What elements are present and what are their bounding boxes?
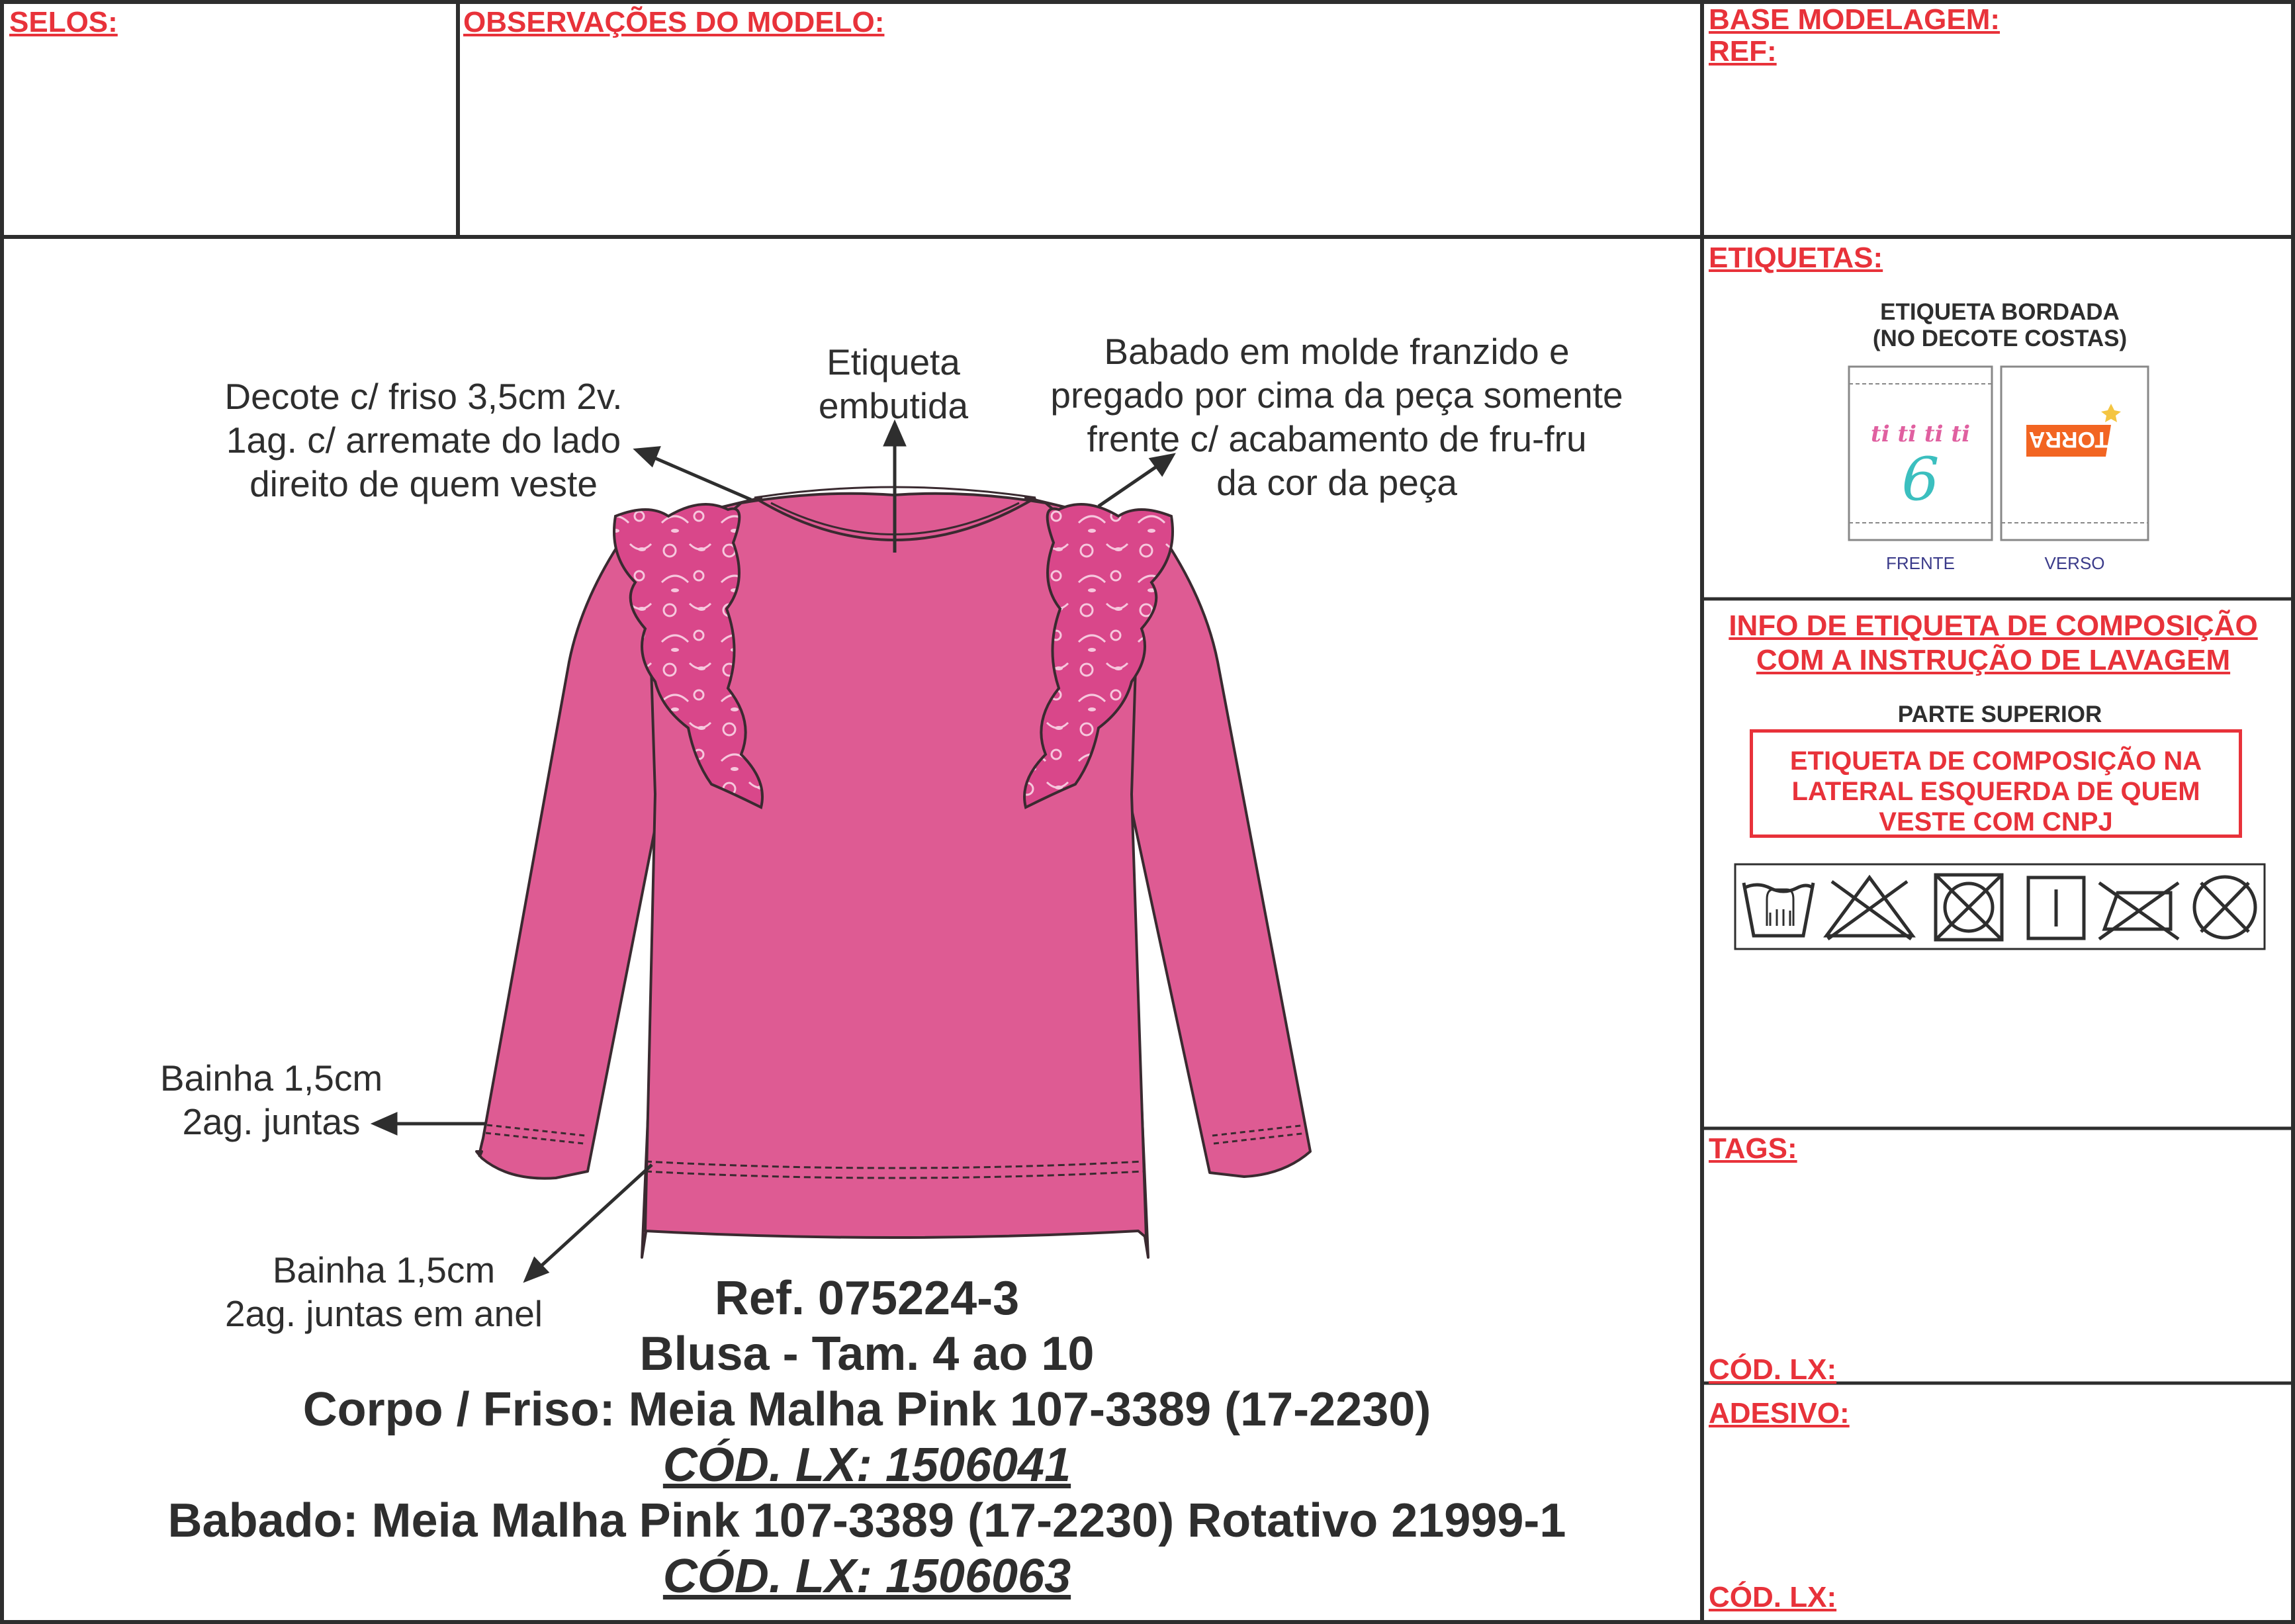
babado-line3: frente c/ acabamento de fru-fru — [1087, 418, 1587, 459]
tags-header: TAGS: — [1709, 1132, 1797, 1165]
no-tumble-dry-icon — [1936, 875, 2002, 940]
decote-annotation — [162, 375, 685, 506]
bainha-barra-line2: 2ag. juntas em anel — [224, 1293, 543, 1334]
etiqueta-caption-line2: (NO DECOTE COSTAS) — [1872, 326, 2128, 351]
info-composicao-header-line1: INFO DE ETIQUETA DE COMPOSIÇÃO — [1729, 609, 2258, 642]
selos-header: SELOS: — [9, 6, 118, 38]
composicao-box — [1750, 729, 2242, 838]
adesivo-cod-lx: CÓD. LX: — [1709, 1581, 1837, 1613]
care-symbols — [1734, 863, 2266, 950]
etiqueta-caption — [1742, 299, 2258, 352]
info-composicao-header-line2: COM A INSTRUÇÃO DE LAVAGEM — [1756, 644, 2231, 676]
composicao-line2: LATERAL ESQUERDA DE QUEM — [1791, 777, 2200, 806]
etiqueta-annotation — [761, 340, 1026, 428]
etiquetas-header: ETIQUETAS: — [1709, 242, 1883, 274]
etiqueta-back-brand: TORRA — [2028, 427, 2109, 452]
tags-cod-lx: CÓD. LX: — [1709, 1353, 1837, 1386]
bainha-manga-line2: 2ag. juntas — [182, 1101, 361, 1142]
bainha-barra-line1: Bainha 1,5cm — [272, 1249, 496, 1290]
product-title-block — [119, 1271, 1615, 1604]
product-cod-babado: CÓD. LX: 1506063 — [662, 1550, 1071, 1603]
product-cod-corpo: CÓD. LX: 1506041 — [662, 1439, 1071, 1492]
etiqueta-line1: Etiqueta — [827, 341, 960, 383]
babado-line2: pregado por cima da peça somente — [1050, 375, 1623, 416]
adesivo-header: ADESIVO: — [1709, 1397, 1850, 1429]
observacoes-header: OBSERVAÇÕES DO MODELO: — [463, 6, 885, 38]
product-babado: Babado: Meia Malha Pink 107-3389 (17-2230) Rotativo 21999-1 — [167, 1494, 1566, 1547]
etiqueta-front-brand: ti ti ti ti — [1871, 421, 1970, 447]
bainha-manga-annotation — [119, 1056, 424, 1144]
base-modelagem-header: BASE MODELAGEM: — [1709, 3, 2000, 36]
product-corpo: Corpo / Friso: Meia Malha Pink 107-3389 (17-2230) — [302, 1383, 1431, 1436]
decote-line1: Decote c/ friso 3,5cm 2v. — [224, 376, 623, 417]
etiqueta-line2: embutida — [818, 385, 969, 426]
babado-annotation — [1012, 330, 1661, 504]
blouse-body — [476, 487, 1310, 1257]
etiqueta-back-label: VERSO — [2044, 553, 2105, 573]
etiqueta-caption-line1: ETIQUETA BORDADA — [1880, 299, 2120, 325]
babado-line4: da cor da peça — [1216, 462, 1457, 503]
parte-superior: PARTE SUPERIOR — [1897, 701, 2102, 727]
babado-line1: Babado em molde franzido e — [1104, 331, 1570, 372]
composicao-line1: ETIQUETA DE COMPOSIÇÃO NA — [1789, 746, 2202, 776]
product-ref: Ref. 075224-3 — [714, 1272, 1020, 1325]
product-name: Blusa - Tam. 4 ao 10 — [639, 1328, 1095, 1380]
decote-line3: direito de quem veste — [249, 463, 598, 504]
decote-line2: 1ag. c/ arremate do lado — [226, 420, 621, 461]
etiqueta-front-label: FRENTE — [1886, 553, 1955, 573]
etiqueta-front-size: 6 — [1901, 445, 1940, 514]
bainha-manga-line1: Bainha 1,5cm — [159, 1058, 383, 1099]
ref-header: REF: — [1709, 35, 1777, 68]
composicao-line3: VESTE COM CNPJ — [1879, 807, 2113, 836]
